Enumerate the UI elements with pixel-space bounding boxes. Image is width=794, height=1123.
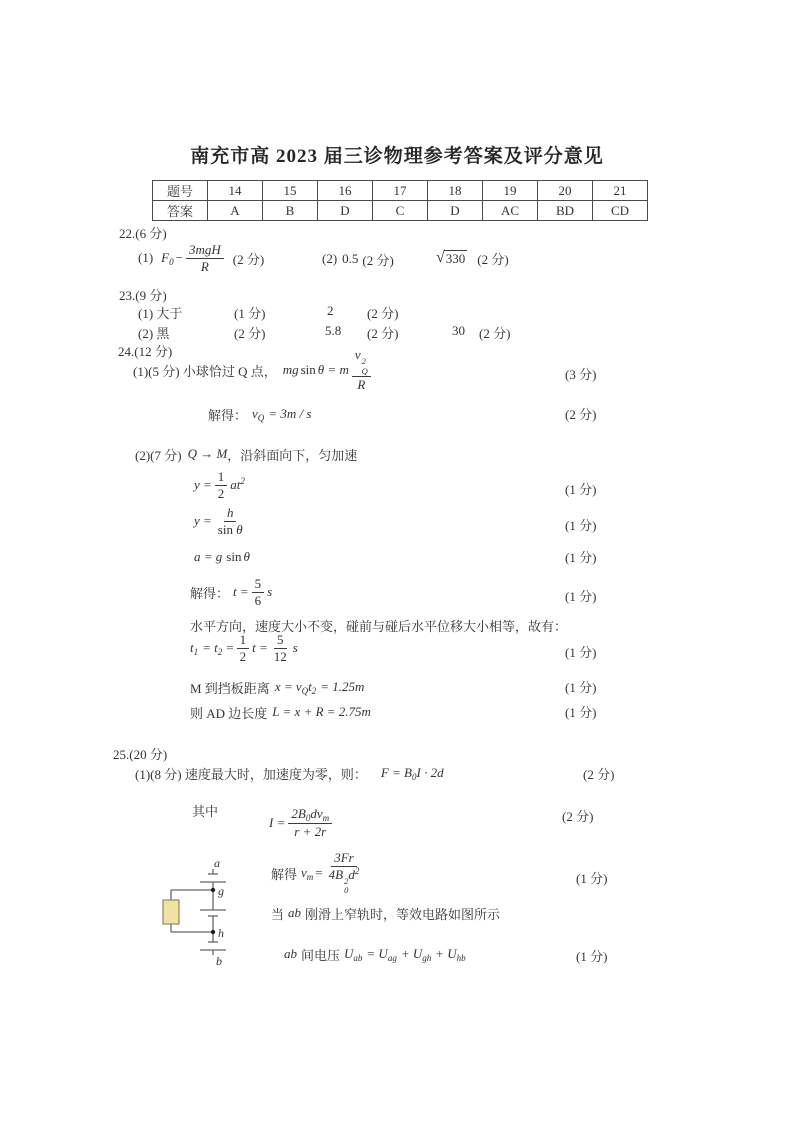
fraction: $\frac{\text{3mgH}}{R}$ (186, 242, 224, 274)
score-mark: (1 分) (565, 645, 597, 660)
table-cell: 19 (483, 181, 538, 201)
score-mark: (2 分) (367, 326, 399, 341)
answer-text: (1) 大于 (138, 306, 183, 321)
score-mark: (2 分) (367, 306, 399, 321)
score-mark: (1 分) (565, 589, 597, 604)
node-label-g: g (218, 884, 224, 898)
answer-value: 30 (452, 323, 465, 338)
q25-part1-line (135, 763, 444, 783)
score-mark: (2 分) (362, 252, 394, 268)
item-index: (2)(7 分) (135, 447, 182, 463)
q23-heading: 23.(9 分) (119, 288, 167, 303)
q22-line1-part3 (436, 247, 509, 269)
node-label-a: a (214, 856, 220, 870)
answer-text: (2) 黑 (138, 326, 170, 341)
q24-eq2 (194, 503, 249, 539)
score-mark: (1 分) (234, 306, 266, 321)
equation-term: = $U_{ag}$ (366, 945, 397, 963)
equation-term: s (292, 640, 298, 655)
equation-term: t = (233, 584, 249, 599)
equation-term: $t_1$ (190, 639, 199, 657)
q25-heading: 25.(20 分) (113, 747, 168, 762)
table-cell: 15 (263, 181, 318, 201)
fraction-numerator: v 2 Q (352, 347, 371, 378)
equation-term: $U_{ab}$ (344, 945, 363, 963)
fraction: $\frac{5}{6}$ (252, 576, 265, 608)
fraction-denominator: 4B 2 0 $d^2$ (328, 865, 360, 896)
equation-term: $F = B_0I \cdot 2d$ (380, 764, 444, 782)
score-mark: (2 分) (562, 809, 594, 824)
solution-text: (1)(5 分) 小球恰过 Q 点， (133, 363, 277, 379)
equation-term: = 3m / s (268, 406, 312, 421)
fraction: $\frac{2B_0dv_m}{r + 2r}$ (288, 806, 332, 840)
equation-term: ab (288, 905, 302, 920)
q24-eq6 (190, 677, 364, 697)
equation-term: t = (252, 640, 268, 655)
score-mark: (2 分) (479, 326, 511, 341)
q22-heading: 22.(6 分) (119, 226, 167, 241)
q22-line1-part2 (322, 249, 394, 269)
q24-part1-line (133, 348, 374, 392)
resistor-symbol (163, 900, 179, 924)
fraction: $\frac{5}{12}$ (273, 631, 287, 664)
table-cell: 20 (538, 181, 593, 201)
radical-sign: √ (436, 249, 445, 266)
equation-term: + $U_{hb}$ (435, 945, 466, 963)
table-cell: BD (538, 201, 593, 221)
score-mark: (3 分) (565, 367, 597, 382)
score-mark: (1 分) (565, 550, 597, 565)
equation-term: $at^2$ (230, 476, 245, 492)
equation-term: L = x + R = 2.75m (272, 704, 371, 719)
table-cell: 21 (593, 181, 648, 201)
solution-text: ，沿斜面向下，匀加速 (227, 447, 358, 463)
function-name: sin (226, 549, 242, 564)
solution-note: 水平方向，速度大小不变，碰前与碰后水平位移大小相等，故有： (190, 619, 568, 634)
fraction-denominator: sin θ (217, 521, 243, 537)
score-mark: (2 分) (232, 251, 265, 267)
answer-table (152, 180, 648, 221)
fraction: v 2 Q R (352, 347, 371, 393)
table-cell: 题号 (153, 181, 208, 201)
item-index: (2) (322, 251, 338, 266)
q24-eq4 (190, 574, 272, 610)
equation-term: $F_0$ (161, 249, 174, 267)
equation-term: $v_Q$ (252, 405, 265, 423)
q25-eq2 (269, 802, 335, 844)
q24-part2-intro (135, 444, 357, 464)
solution-label: 解得： (208, 407, 248, 423)
q22-line1 (138, 240, 264, 276)
circuit-diagram (150, 848, 240, 968)
table-cell: B (263, 201, 318, 221)
table-cell: 17 (373, 181, 428, 201)
q24-heading: 24.(12 分) (118, 344, 173, 359)
q24-eq3 (194, 547, 250, 567)
solution-label: 解得 (271, 866, 298, 882)
node-label-h: h (218, 926, 224, 940)
solution-text: 其中 (192, 804, 219, 819)
answer-table-answer-row (153, 201, 648, 221)
table-cell: 答案 (153, 201, 208, 221)
solution-text: 则 AD 边长度 (190, 705, 268, 721)
fraction: 3Fr 4B 2 0 $d^2$ (326, 850, 363, 896)
operator: = (315, 865, 323, 880)
fraction-numerator: $2B_0dv_m$ (288, 806, 332, 824)
solution-text: 间电压 (301, 947, 341, 963)
table-cell: C (373, 201, 428, 221)
score-mark: (1 分) (565, 482, 597, 497)
equation-term: I = (269, 815, 286, 830)
score-mark: (2 分) (583, 767, 615, 782)
solution-text: 当 (271, 906, 285, 922)
equation-term: ab (284, 946, 297, 961)
score-mark: (2 分) (234, 326, 266, 341)
equation-term: $v_m$ (301, 864, 314, 882)
operator: − (175, 250, 183, 265)
q24-eq7 (190, 702, 371, 722)
page-title: 南充市高 2023 届三诊物理参考答案及评分意见 (190, 146, 604, 167)
operator: = (226, 640, 234, 655)
equation-term: a = g (194, 549, 223, 564)
table-cell: D (428, 201, 483, 221)
score-mark: (1 分) (576, 871, 608, 886)
node-dot-g (211, 888, 215, 892)
score-mark: (1 分) (576, 949, 608, 964)
equation-term: θ = m (317, 362, 349, 377)
equation-term: = $t_2$ (202, 639, 223, 657)
score-mark: (2 分) (477, 251, 509, 267)
score-mark: (2 分) (565, 407, 597, 422)
fraction: $\frac{1}{2}$ (215, 469, 228, 501)
solution-label: 解得： (190, 585, 230, 601)
equation-term: y = (194, 513, 212, 528)
table-cell: 16 (318, 181, 373, 201)
table-cell: 18 (428, 181, 483, 201)
table-cell: D (318, 201, 373, 221)
equation-term: + $U_{gh}$ (400, 945, 432, 963)
equation-term: mg (282, 362, 299, 377)
equation-term: y = (194, 477, 212, 492)
table-cell: 14 (208, 181, 263, 201)
q25-eq4 (284, 944, 466, 964)
item-index: (1) (138, 250, 154, 265)
score-mark: (1 分) (565, 680, 597, 695)
answer-table-header-row (153, 181, 648, 201)
table-cell: CD (593, 201, 648, 221)
equation-term: θ (243, 549, 250, 564)
equation-term: s (267, 584, 273, 599)
q24-eq5 (190, 630, 298, 666)
table-cell: AC (483, 201, 538, 221)
score-mark: (1 分) (565, 518, 597, 533)
answer-value: 2 (327, 303, 334, 318)
equation-term: Q → M (187, 446, 228, 461)
answer-value: 5.8 (325, 323, 342, 338)
radicand: 330 (445, 250, 466, 266)
score-mark: (1 分) (565, 705, 597, 720)
solution-text: 刚滑上窄轨时，等效电路如图所示 (305, 906, 501, 922)
q24-solve1-line (208, 404, 311, 424)
function-name: sin (300, 362, 316, 377)
q25-eq3 (271, 849, 365, 896)
q24-eq1 (194, 467, 245, 503)
solution-text: (1)(8 分) 速度最大时，加速度为零，则： (135, 766, 367, 782)
q25-note (271, 903, 500, 923)
node-dot-h (211, 930, 215, 934)
equation-term: = 1.25m (320, 679, 365, 694)
table-cell: A (208, 201, 263, 221)
solution-text: M 到挡板距离 (190, 680, 270, 696)
answer-value: 0.5 (342, 251, 359, 266)
node-label-b: b (216, 954, 222, 968)
fraction: $\frac{h}{\text{sin θ}}$ (215, 505, 246, 537)
equation-term: $x = v_Qt_2$ (274, 678, 317, 696)
fraction: $\frac{1}{2}$ (237, 632, 250, 664)
